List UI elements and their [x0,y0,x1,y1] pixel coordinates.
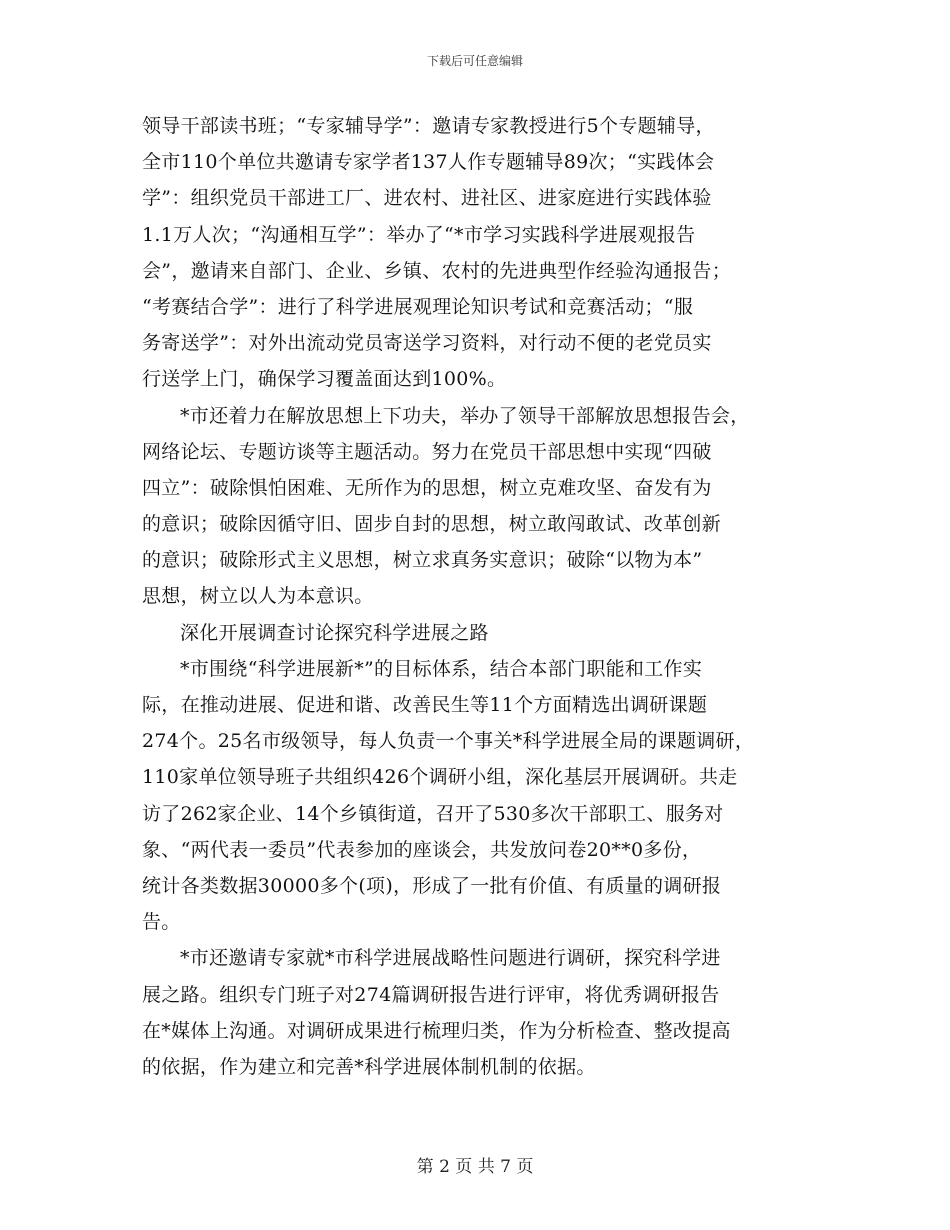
text-line: 110家单位领导班子共组织426个调研小组，深化基层开展调研。共走 [142,766,738,789]
text-line: 务寄送学”：对外出流动党员寄送学习资料，对行动不便的老党员实 [142,332,712,355]
text-line: 的意识；破除因循守旧、固步自封的思想，树立敢闯敢试、改革创新 [142,513,722,536]
text-line: 的意识；破除形式主义思想，树立求真务实意识；破除“以物为本” [142,549,703,572]
text-line: *市还着力在解放思想上下功夫，举办了领导干部解放思想报告会， [180,404,750,427]
text-line: 1.1万人次；“沟通相互学”：举办了“*市学习实践科学进展观报告 [142,223,696,246]
text-line: 访了262家企业、14个乡镇街道，召开了530多次干部职工、服务对 [142,802,724,825]
text-line: 网络论坛、专题访谈等主题活动。努力在党员干部思想中实现“四破 [142,440,712,463]
text-line: 思想，树立以人为本意识。 [142,585,374,608]
text-line: 际，在推动进展、促进和谐、改善民生等11个方面精选出调研课题 [142,694,708,716]
page-number-footer: 第 2 页 共 7 页 [416,1157,534,1177]
text-line: *市还邀请专家就*市科学进展战略性问题进行调研，探究科学进 [180,947,721,970]
text-line: “考赛结合学”：进行了科学进展观理论知识考试和竞赛活动；“服 [142,295,694,318]
text-line: 会”，邀请来自部门、企业、乡镇、农村的先进典型作经验沟通报告； [142,259,732,282]
text-line: 全市110个单位共邀请专家学者137人作专题辅导89次；“实践体会 [142,151,715,174]
text-line: 的依据，作为建立和完善*科学进展体制机制的依据。 [142,1055,596,1078]
text-line: 告。 [142,911,181,934]
text-line: 行送学上门，确保学习覆盖面达到100%。 [142,368,507,391]
text-line: 在*媒体上沟通。对调研成果进行梳理归类，作为分析检查、整改提高 [142,1019,731,1042]
text-line: *市围绕“科学进展新*”的目标体系，结合本部门职能和工作实 [180,657,703,680]
text-line: 深化开展调查讨论探究科学进展之路 [180,621,489,644]
page-header: 下载后可任意编辑 [426,54,523,68]
text-line: 四立”：破除惧怕困难、无所作为的思想，树立克难攻坚、奋发有为 [142,476,712,499]
text-line: 统计各类数据30000多个(项)，形成了一批有价值、有质量的调研报 [142,874,722,897]
document-body [142,108,822,1085]
text-line: 展之路。组织专门班子对274篇调研报告进行评审，将优秀调研报告 [142,983,720,1006]
text-line: 学”：组织党员干部进工厂、进农村、进社区、进家庭进行实践体验 [142,187,712,210]
text-line: 象、“两代表一委员”代表参加的座谈会，共发放问卷20**0多份， [142,838,702,861]
text-line: 274个。25名市级领导，每人负责一个事关*科学进展全局的课题调研， [142,730,755,753]
text-line: 领导干部读书班；“专家辅导学”：邀请专家教授进行5个专题辅导， [142,115,715,137]
